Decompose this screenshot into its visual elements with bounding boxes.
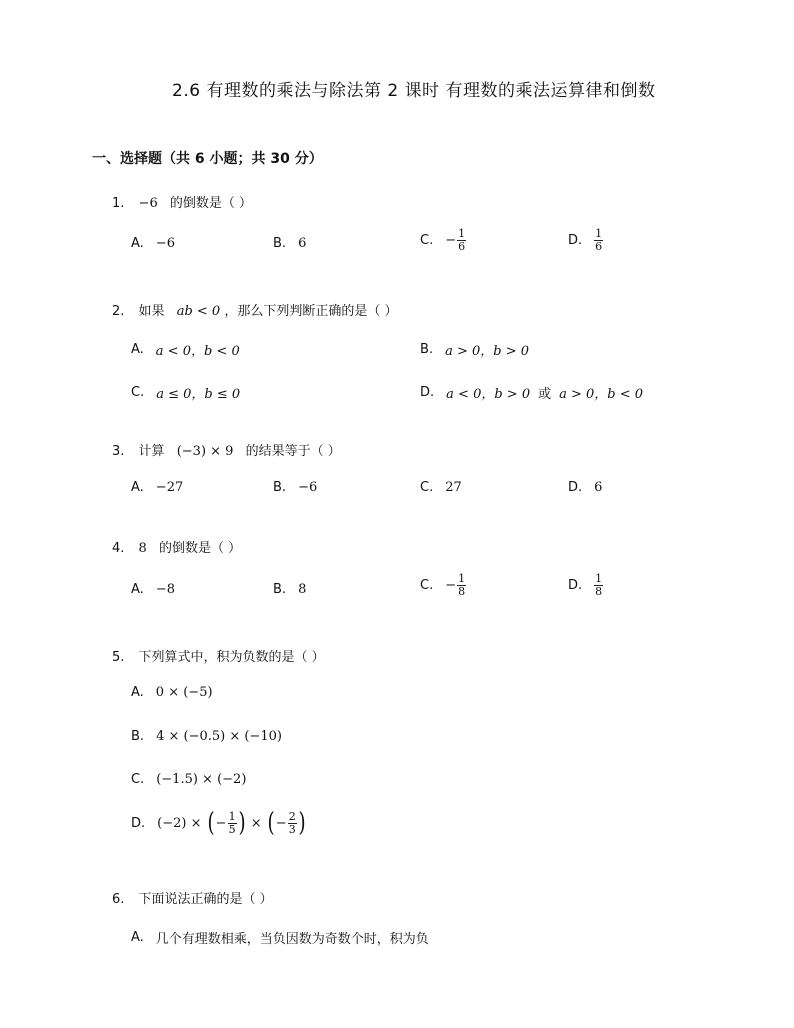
denominator: 5 bbox=[228, 822, 236, 836]
numerator: 1 bbox=[458, 227, 466, 240]
option-label: B. bbox=[273, 582, 287, 597]
question-text: 下面说法正确的是（ ） bbox=[138, 892, 273, 907]
question-text: 计算 bbox=[138, 444, 165, 459]
option-value: −6 bbox=[298, 480, 318, 495]
right-paren: ) bbox=[298, 808, 306, 838]
question-text: ，那么下列判断正确的是（ ） bbox=[224, 304, 398, 319]
option-value: a > 0，b > 0 bbox=[445, 344, 529, 359]
option-value: a < 0，b < 0 bbox=[155, 344, 240, 359]
question-1-stem bbox=[112, 192, 252, 211]
question-2-stem bbox=[112, 300, 398, 319]
option-value: 6 bbox=[298, 236, 307, 251]
option-value: 0 × (−5) bbox=[155, 685, 213, 700]
question-text: 如果 bbox=[138, 304, 165, 319]
q3-option-a bbox=[131, 480, 183, 495]
option-label: A. bbox=[131, 685, 144, 700]
question-math: (−3) × 9 bbox=[176, 444, 234, 459]
option-label: A. bbox=[131, 930, 144, 945]
question-3-stem bbox=[112, 440, 341, 459]
option-value: −8 bbox=[155, 582, 175, 597]
question-text: 的倒数是（ ） bbox=[158, 541, 242, 556]
option-label: A. bbox=[131, 342, 144, 357]
option-label: D. bbox=[131, 815, 146, 831]
question-6-stem bbox=[112, 888, 273, 907]
option-label: D. bbox=[420, 385, 435, 400]
q2-option-d bbox=[420, 383, 643, 402]
denominator: 8 bbox=[595, 585, 603, 598]
q4-option-b bbox=[273, 582, 306, 597]
denominator: 3 bbox=[288, 822, 296, 836]
numerator: 1 bbox=[228, 809, 236, 823]
question-4-stem bbox=[112, 537, 241, 556]
q4-option-c bbox=[420, 573, 466, 598]
question-number: 5. bbox=[112, 650, 125, 665]
option-value: 6 bbox=[594, 480, 603, 495]
minus-sign: − bbox=[215, 815, 227, 831]
question-5-stem bbox=[112, 646, 325, 665]
option-value: a < 0，b > 0 bbox=[446, 387, 531, 402]
minus-sign: − bbox=[445, 233, 457, 248]
q2-option-b bbox=[420, 340, 529, 359]
q5-option-c bbox=[131, 772, 246, 787]
q3-option-b bbox=[273, 480, 317, 495]
numerator: 1 bbox=[595, 227, 603, 240]
numerator: 2 bbox=[288, 809, 296, 823]
document-title: 2.6 有理数的乘法与除法第 2 课时 有理数的乘法运算律和倒数 bbox=[172, 81, 656, 101]
q5-option-b bbox=[131, 729, 282, 744]
option-value: (−2) × bbox=[157, 815, 202, 831]
denominator: 8 bbox=[458, 585, 466, 598]
q1-option-b bbox=[273, 236, 306, 251]
option-label: B. bbox=[273, 480, 287, 495]
section-heading: 一、选择题（共 6 小题；共 30 分） bbox=[92, 151, 323, 167]
question-text: 的倒数是（ ） bbox=[169, 196, 252, 211]
q3-option-c bbox=[420, 480, 462, 495]
q1-option-c bbox=[420, 228, 466, 253]
option-label: C. bbox=[131, 772, 145, 787]
option-label: B. bbox=[131, 729, 145, 744]
left-paren: ( bbox=[267, 808, 275, 838]
question-math: ab < 0 bbox=[176, 304, 221, 319]
question-text: 下列算式中，积为负数的是（ ） bbox=[138, 650, 325, 665]
option-label: A. bbox=[131, 236, 144, 251]
denominator: 6 bbox=[458, 240, 466, 253]
q4-option-a bbox=[131, 582, 175, 597]
option-value: 8 bbox=[298, 582, 307, 597]
right-paren: ) bbox=[238, 808, 246, 838]
option-value: 几个有理数相乘，当负因数为奇数个时，积为负 bbox=[155, 932, 429, 947]
numerator: 1 bbox=[458, 572, 466, 585]
option-value: (−1.5) × (−2) bbox=[156, 772, 247, 787]
fraction bbox=[594, 228, 603, 253]
times-sign: × bbox=[250, 815, 262, 831]
fraction bbox=[457, 573, 466, 598]
question-math: 8 bbox=[138, 541, 147, 556]
option-label: C. bbox=[420, 233, 434, 248]
question-math: −6 bbox=[138, 196, 158, 211]
option-value: −6 bbox=[155, 236, 175, 251]
option-label: A. bbox=[131, 582, 144, 597]
option-label: B. bbox=[273, 236, 287, 251]
question-number: 2. bbox=[112, 304, 125, 319]
option-label: C. bbox=[420, 578, 434, 593]
q2-option-c bbox=[131, 383, 240, 402]
option-label: C. bbox=[420, 480, 434, 495]
option-label: D. bbox=[568, 578, 583, 593]
question-number: 6. bbox=[112, 892, 125, 907]
q3-option-d bbox=[568, 480, 602, 495]
option-value: a > 0，b < 0 bbox=[559, 387, 644, 402]
option-value: −27 bbox=[155, 480, 184, 495]
question-number: 1. bbox=[112, 196, 125, 211]
question-text: 的结果等于（ ） bbox=[245, 444, 341, 459]
or-text: 或 bbox=[538, 387, 552, 402]
option-value: 4 × (−0.5) × (−10) bbox=[156, 729, 282, 744]
fraction bbox=[228, 811, 237, 836]
option-value: 27 bbox=[445, 480, 462, 495]
q2-option-a bbox=[131, 340, 240, 359]
option-label: A. bbox=[131, 480, 144, 495]
q4-option-d bbox=[568, 573, 603, 598]
q5-option-d bbox=[131, 810, 307, 836]
fraction bbox=[457, 228, 466, 253]
minus-sign: − bbox=[445, 578, 457, 593]
denominator: 6 bbox=[595, 240, 603, 253]
option-value: a ≤ 0，b ≤ 0 bbox=[156, 387, 241, 402]
q6-option-a bbox=[131, 928, 429, 947]
fraction bbox=[288, 811, 297, 836]
q1-option-a bbox=[131, 236, 175, 251]
option-label: B. bbox=[420, 342, 434, 357]
q5-option-a bbox=[131, 685, 213, 700]
question-number: 3. bbox=[112, 444, 125, 459]
question-number: 4. bbox=[112, 541, 125, 556]
option-label: C. bbox=[131, 385, 145, 400]
left-paren: ( bbox=[207, 808, 215, 838]
numerator: 1 bbox=[595, 572, 603, 585]
q1-option-d bbox=[568, 228, 603, 253]
minus-sign: − bbox=[275, 815, 287, 831]
option-label: D. bbox=[568, 233, 583, 248]
option-label: D. bbox=[568, 480, 583, 495]
fraction bbox=[594, 573, 603, 598]
